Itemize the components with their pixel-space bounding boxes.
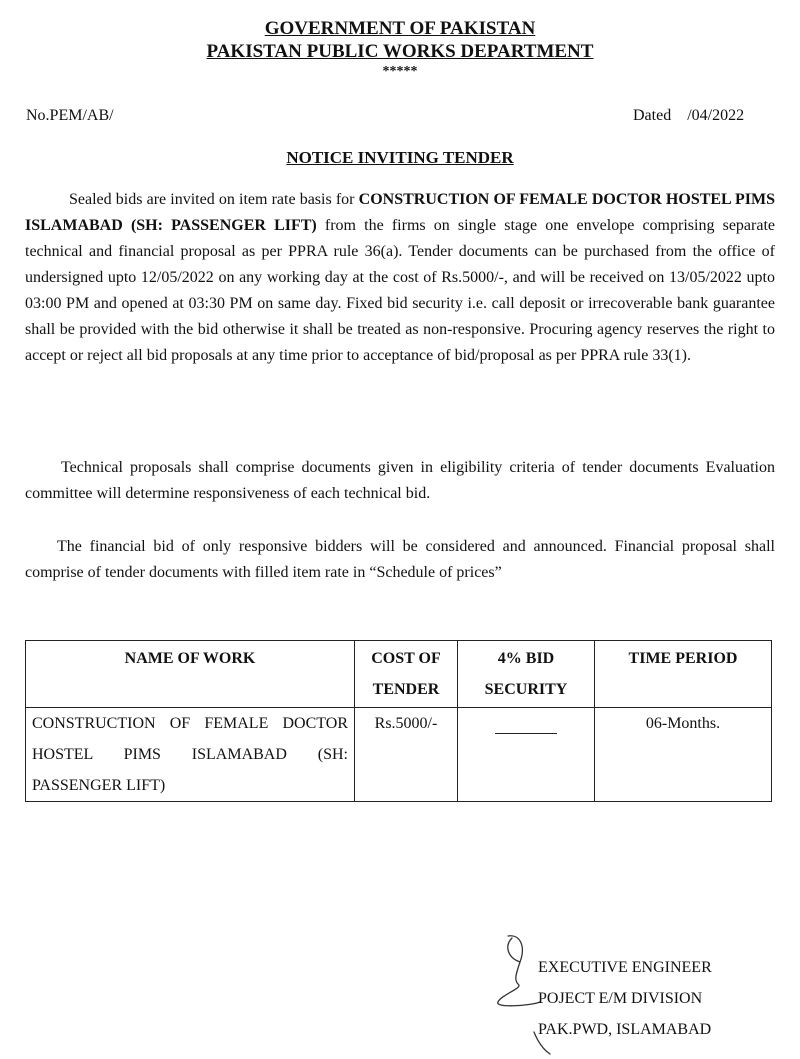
table-row [26, 708, 772, 802]
notice-title: NOTICE INVITING TENDER [286, 148, 514, 167]
date-line: Dated /04/2022 [633, 107, 745, 124]
header-department: PAKISTAN PUBLIC WORKS DEPARTMENT [206, 41, 594, 62]
paragraph-body-text: from the firms on single stage one envelope comprising separate technical and financial proposal as per PPRA rule 36(a). Tender documents can be purchased from the office of undersigned upto 12/05/2022 on any working day at the cost of Rs.5000/-, and will be received on 13/05/2022 upto 03:00 PM and opened at 03:30 PM on same day. Fixed bid security i.e. call deposit or irrecoverable bank guarantee shall be provided with the bid otherwise it shall be treated as non-responsive. Procuring agency reserves the right to accept or reject all bid proposals at any time prior to acceptance of bid/proposal as per PPRA rule 33(1). [25, 217, 776, 364]
paragraph-lead-text: Sealed bids are invited on item rate basis for [69, 191, 359, 208]
paragraph-bid-invitation [25, 187, 775, 369]
paragraph-financial-bid: The financial bid of only responsive bidders will be considered and announced. Financial proposal shall comprise of tender documents with filled item rate in “Schedule of prices” [25, 538, 775, 581]
cell-bid-security [458, 708, 595, 802]
reference-number: No.PEM/AB/ [26, 107, 114, 124]
table-header-row [26, 641, 772, 708]
work-title-bold: CONSTRUCTION OF FEMALE DOCTOR HOSTEL PIMS ISLAMABAD (SH: PASSENGER LIFT) [25, 191, 775, 234]
header-cost-of-tender: COST OF TENDER [355, 641, 458, 708]
signatory-title: EXECUTIVE ENGINEER [538, 959, 712, 976]
signatory-division: POJECT E/M DIVISION [538, 990, 703, 1007]
cell-time-period: 06-Months. [595, 708, 772, 802]
tender-table [25, 640, 772, 802]
header-time-period: TIME PERIOD [595, 641, 772, 708]
header-stars: ***** [382, 64, 418, 79]
signatory-office: PAK.PWD, ISLAMABAD [538, 1021, 712, 1038]
cell-name-of-work: CONSTRUCTION OF FEMALE DOCTOR HOSTEL PIMS ISLAMABAD (SH: PASSENGER LIFT) [26, 708, 355, 802]
paragraph-technical-proposals: Technical proposals shall comprise documents given in eligibility criteria of tender documents Evaluation committee will determine responsiveness of each technical bid. [25, 459, 775, 502]
header-government: GOVERNMENT OF PAKISTAN [264, 18, 536, 39]
header-name-of-work: NAME OF WORK [26, 641, 355, 708]
blank-line [495, 715, 557, 734]
cell-cost-of-tender: Rs.5000/- [355, 708, 458, 802]
header-bid-security: 4% BID SECURITY [458, 641, 595, 708]
